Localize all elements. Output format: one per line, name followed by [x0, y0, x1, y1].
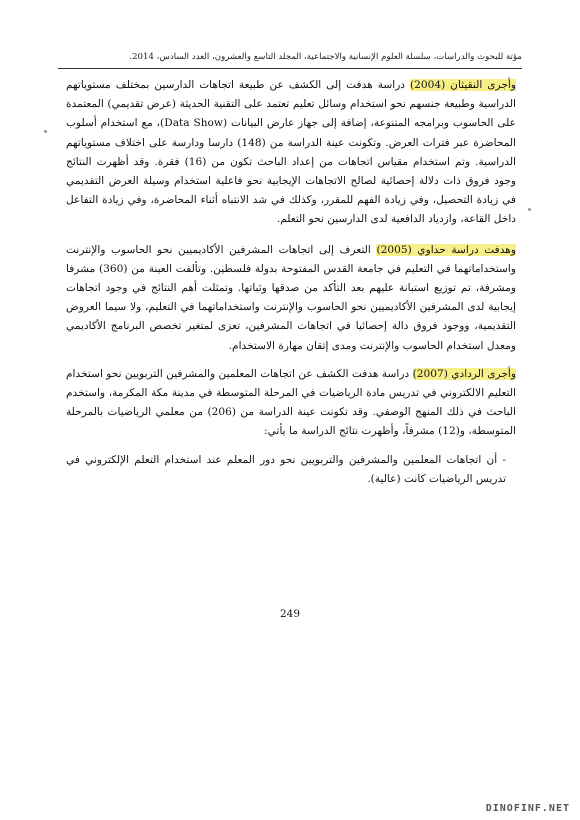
watermark: DINOFINF.NET: [485, 803, 570, 814]
highlighted-citation: وأجرى النقيثان (2004): [409, 79, 516, 91]
bullet-item: - أن اتجاهات المعلمين والمشرفين والتربويين نحو دور المعلم عند استخدام التعلم الإلكتروني في تدريس الرياضيات كانت (عالية).: [66, 453, 506, 485]
paragraph-3: [66, 365, 516, 442]
margin-dot: [44, 130, 47, 133]
paragraph-text: التعرف إلى اتجاهات المشرفين الأكاديميين نحو الحاسوب والإنترنت واستخداماتهما في التعليم في جامعة القدس المفتوحة بدولة فلسطين. وتألفت العينة من (360) مشرفا ومشرفة، تم توزيع استبانة عليهم بعد التأكد من صدقها وثباتها. وتمثلت أهم النتائج في وجود اتجاهات إيجابية لدى المشرفين الأكاديميين نحو الحاسوب والإنترنت واستخداماتهما في التعليم، ولا سيما العروض التقديمية، ووجود فروق دالة إحصائيا في اتجاهات المشرفين، تعزى لمتغير تخصص البرنامج الأكاديمي ومعدل استخدام الحاسوب والإنترنت ومدى إتقان مهارة الاستخدام.: [66, 243, 516, 352]
paragraph-text: دراسة هدفت الكشف عن اتجاهات المعلمين والمشرفين التربويين نحو استخدام التعليم الالكتروني في تدريس مادة الرياضيات في المرحلة المتوسطة في مدينة مكة المكرمة، واستخدم الباحث في ذلك المنهج الوصفي. وقد تكونت عينة الدراسة من (206) من معلمي الرياضيات بالمرحلة المتوسطة، و(12) مشرفاً، وأظهرت نتائج الدراسة ما يأتي:: [66, 367, 516, 438]
header-rule: [58, 68, 522, 69]
paragraph-2: [66, 241, 516, 356]
highlighted-citation: وهدفت دراسة حداوي (2005): [376, 243, 516, 256]
paragraph-1: [66, 76, 516, 230]
body-text: [66, 76, 516, 489]
margin-dot: [528, 208, 531, 211]
page-number: 249: [279, 608, 301, 620]
paragraph-text: دراسة هدفت إلى الكشف عن طبيعة اتجاهات الدارسين بمختلف مستوياتهم الدراسية وطبيعة جنسهم نحو استخدام وسائل تعليم تعتمد على التقنية الحديثة (عرض تقديمي) المعتمدة على الحاسوب وبرامجه المتنوعة، إضافة إلى جهاز عارض البيانات (Data Show)، مع استخدام أسلوب المحاضرة عبر فترات العرض. وتكونت عينة الدراسة من (148) دارسا ودارسة على اختلاف مستوياتهم الدراسية. وتم استخدام مقياس اتجاهات من إعداد الباحث تكون من (16) فقرة. وقد أظهرت النتائج وجود فروق ذات دلالة إحصائية لصالح الاتجاهات الإيجابية نحو فاعلية استخدام وسيلة العرض التقديمي في زيادة التحصيل، وفي زيادة الفهم للمقرر، وكذلك في شد الانتباه أثناء المحاضرة، وفي زيادة التفاعل داخل القاعة، وازدياد الدافعية لدى الدارسين نحو التعلم.: [66, 79, 517, 226]
highlighted-citation: وأجرى الردادي (2007): [412, 367, 516, 380]
running-header: مؤتة للبحوث والدراسات، سلسلة العلوم الإنسانية والاجتماعية، المجلد التاسع والعشرون، العدد السادس، 2014.: [129, 52, 522, 62]
